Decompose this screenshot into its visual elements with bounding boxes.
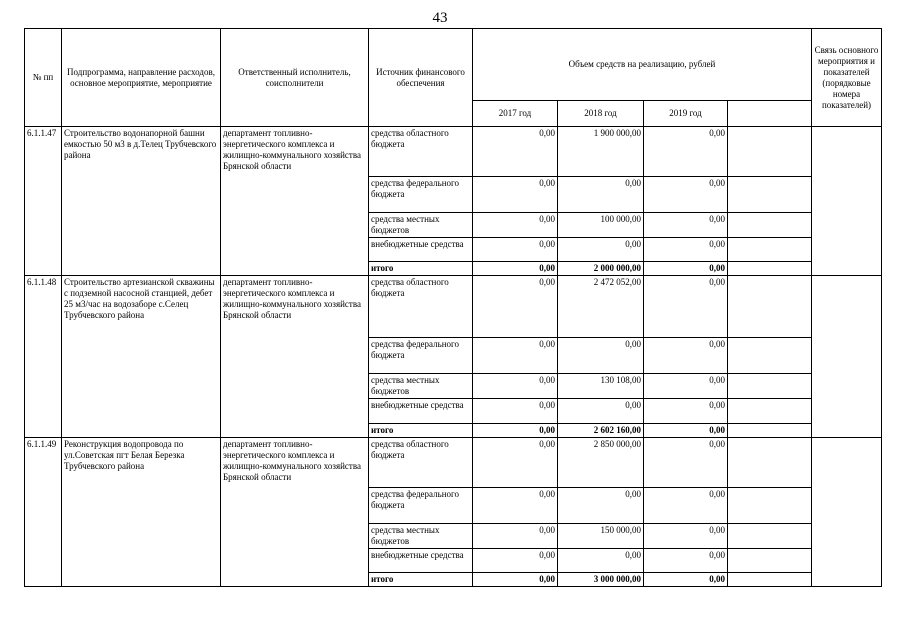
item-link <box>812 276 882 438</box>
value-2019: 0,00 <box>644 573 728 587</box>
source-cell: средства местных бюджетов <box>369 524 473 549</box>
header-num: № пп <box>25 29 62 127</box>
item-name: Строительство водонапорной башни емкостью 50 м3 в д.Телец Трубчевского района <box>62 127 221 276</box>
header-year-blank <box>728 101 812 127</box>
value-2019: 0,00 <box>644 549 728 573</box>
source-cell: внебюджетные средства <box>369 399 473 424</box>
item-num: 6.1.1.49 <box>25 438 62 587</box>
value-2019: 0,00 <box>644 213 728 238</box>
value-2017: 0,00 <box>473 524 558 549</box>
value-2018: 0,00 <box>558 549 644 573</box>
value-blank <box>728 276 812 338</box>
header-source: Источник финансового обеспечения <box>369 29 473 127</box>
value-2018: 150 000,00 <box>558 524 644 549</box>
header-year-2018: 2018 год <box>558 101 644 127</box>
value-2018: 0,00 <box>558 177 644 213</box>
value-2017: 0,00 <box>473 488 558 524</box>
page-number: 43 <box>432 10 448 26</box>
value-2018: 100 000,00 <box>558 213 644 238</box>
table-row <box>25 276 882 338</box>
value-blank <box>728 262 812 276</box>
value-blank <box>728 549 812 573</box>
item-num: 6.1.1.48 <box>25 276 62 438</box>
value-2019: 0,00 <box>644 177 728 213</box>
value-2017: 0,00 <box>473 338 558 374</box>
value-2019: 0,00 <box>644 374 728 399</box>
value-2018: 0,00 <box>558 238 644 262</box>
header-funds: Объем средств на реализацию, рублей <box>473 29 812 101</box>
value-2019: 0,00 <box>644 438 728 488</box>
value-2017: 0,00 <box>473 276 558 338</box>
item-name: Реконструкция водопровода по ул.Советская пгт Белая Березка Трубчевского района <box>62 438 221 587</box>
source-cell: внебюджетные средства <box>369 549 473 573</box>
value-blank <box>728 127 812 177</box>
header-subprogram: Подпрограмма, направление расходов, основное мероприятие, мероприятие <box>62 29 221 127</box>
value-2017: 0,00 <box>473 374 558 399</box>
item-link <box>812 438 882 587</box>
value-2018: 130 108,00 <box>558 374 644 399</box>
source-cell: средства федерального бюджета <box>369 177 473 213</box>
item-executor: департамент топливно-энергетического комплекса и жилищно-коммунального хозяйства Брянской области <box>221 438 369 587</box>
value-blank <box>728 573 812 587</box>
value-2017: 0,00 <box>473 438 558 488</box>
item-link <box>812 127 882 276</box>
value-2017: 0,00 <box>473 262 558 276</box>
value-2018: 2 850 000,00 <box>558 438 644 488</box>
value-2017: 0,00 <box>473 399 558 424</box>
value-2017: 0,00 <box>473 424 558 438</box>
value-2019: 0,00 <box>644 276 728 338</box>
value-2017: 0,00 <box>473 573 558 587</box>
value-2017: 0,00 <box>473 213 558 238</box>
table-body <box>25 127 882 587</box>
table-row <box>25 127 882 177</box>
value-2018: 3 000 000,00 <box>558 573 644 587</box>
value-2017: 0,00 <box>473 127 558 177</box>
source-cell: средства областного бюджета <box>369 438 473 488</box>
value-blank <box>728 374 812 399</box>
value-2017: 0,00 <box>473 177 558 213</box>
value-2019: 0,00 <box>644 338 728 374</box>
value-2018: 2 602 160,00 <box>558 424 644 438</box>
value-2018: 2 000 000,00 <box>558 262 644 276</box>
value-2017: 0,00 <box>473 549 558 573</box>
source-cell: средства областного бюджета <box>369 276 473 338</box>
header-year-2019: 2019 год <box>644 101 728 127</box>
source-cell: итого <box>369 424 473 438</box>
value-2019: 0,00 <box>644 488 728 524</box>
value-2019: 0,00 <box>644 524 728 549</box>
value-2018: 2 472 052,00 <box>558 276 644 338</box>
value-2019: 0,00 <box>644 424 728 438</box>
header-link: Связь основного мероприятия и показателей (порядковые номера показателей) <box>812 29 882 127</box>
value-blank <box>728 213 812 238</box>
value-blank <box>728 177 812 213</box>
value-blank <box>728 488 812 524</box>
source-cell: средства федерального бюджета <box>369 488 473 524</box>
value-blank <box>728 438 812 488</box>
value-blank <box>728 399 812 424</box>
source-cell: итого <box>369 573 473 587</box>
source-cell: итого <box>369 262 473 276</box>
value-2018: 1 900 000,00 <box>558 127 644 177</box>
value-2018: 0,00 <box>558 399 644 424</box>
value-blank <box>728 524 812 549</box>
value-2018: 0,00 <box>558 338 644 374</box>
source-cell: средства местных бюджетов <box>369 213 473 238</box>
value-blank <box>728 338 812 374</box>
value-2019: 0,00 <box>644 262 728 276</box>
item-executor: департамент топливно-энергетического комплекса и жилищно-коммунального хозяйства Брянской области <box>221 127 369 276</box>
source-cell: внебюджетные средства <box>369 238 473 262</box>
source-cell: средства областного бюджета <box>369 127 473 177</box>
value-2019: 0,00 <box>644 238 728 262</box>
table-row <box>25 438 882 488</box>
source-cell: средства федерального бюджета <box>369 338 473 374</box>
budget-table <box>24 28 882 587</box>
value-2019: 0,00 <box>644 399 728 424</box>
value-blank <box>728 238 812 262</box>
value-2019: 0,00 <box>644 127 728 177</box>
value-2018: 0,00 <box>558 488 644 524</box>
header-executor: Ответственный исполнитель, соисполнители <box>221 29 369 127</box>
value-blank <box>728 424 812 438</box>
item-num: 6.1.1.47 <box>25 127 62 276</box>
header-year-2017: 2017 год <box>473 101 558 127</box>
item-name: Строительство артезианской скважины с подземной насосной станцией, дебет 25 м3/час на водозаборе с.Селец Трубчевского района <box>62 276 221 438</box>
item-executor: департамент топливно-энергетического комплекса и жилищно-коммунального хозяйства Брянской области <box>221 276 369 438</box>
source-cell: средства местных бюджетов <box>369 374 473 399</box>
value-2017: 0,00 <box>473 238 558 262</box>
